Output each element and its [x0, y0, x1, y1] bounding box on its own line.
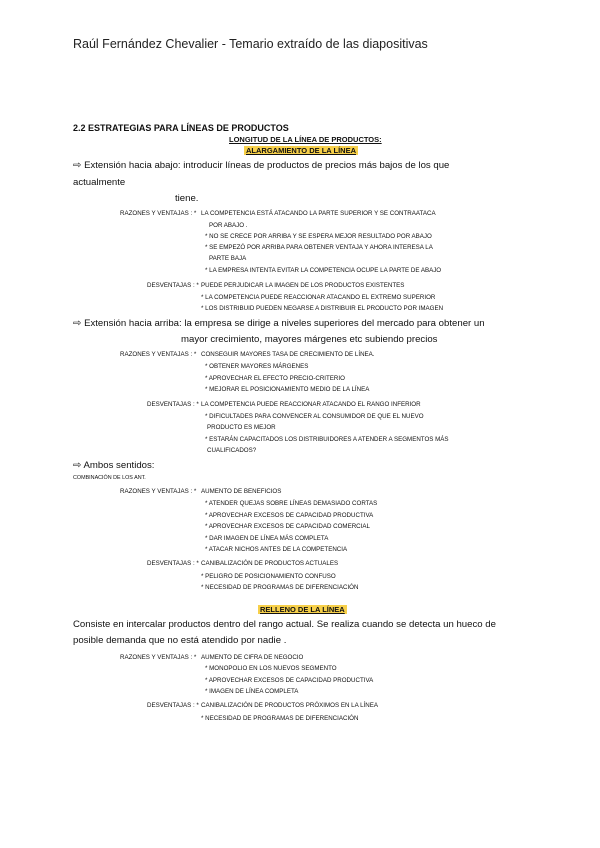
arrow-right-icon: ⇨	[73, 160, 82, 171]
arriba-dv-label: DESVENTAJAS : *	[147, 401, 199, 408]
abajo-dv-label: DESVENTAJAS : *	[147, 282, 199, 289]
list-item: * LA COMPETENCIA PUEDE REACCIONAR ATACANDO EL EXTREMO SUPERIOR	[201, 294, 436, 301]
arriba-rv-label: RAZONES Y VENTAJAS : *	[120, 351, 197, 358]
list-item: * DAR IMAGEN DE LÍNEA MÁS COMPLETA	[205, 535, 329, 542]
list-item: LA COMPETENCIA PUEDE REACCIONAR ATACANDO EL RANGO INFERIOR	[201, 401, 421, 408]
list-item: LA COMPETENCIA ESTÁ ATACANDO LA PARTE SUPERIOR Y SE CONTRAATACA	[201, 210, 436, 217]
ambos-sub: COMBINACIÓN DE LOS ANT.	[73, 475, 146, 481]
list-item: * ATACAR NICHOS ANTES DE LA COMPETENCIA	[205, 546, 348, 553]
list-item: CUALIFICADOS?	[207, 447, 257, 454]
list-item: * DIFICULTADES PARA CONVENCER AL CONSUMIDOR DE QUE EL NUEVO	[205, 413, 424, 420]
list-item: * ATENDER QUEJAS SOBRE LÍNEAS DEMASIADO CORTAS	[205, 500, 378, 507]
longitud-title: LONGITUD DE LA LÍNEA DE PRODUCTOS:	[229, 135, 382, 144]
ambos-heading	[73, 460, 154, 471]
list-item: * LOS DISTRIBUID PUEDEN NEGARSE A DISTRIBUIR EL PRODUCTO POR IMAGEN	[201, 305, 444, 312]
abajo-heading-line-2: actualmente	[73, 177, 126, 188]
relleno-para-line-2: posible demanda que no está atendido por nadie .	[73, 635, 287, 646]
relleno-rv-label: RAZONES Y VENTAJAS : *	[120, 654, 197, 661]
relleno-para-line-1: Consiste en intercalar productos dentro del rango actual. Se realiza cuando se detecta un hueco de	[73, 619, 496, 630]
list-item: * NECESIDAD DE PROGRAMAS DE DIFERENCIACIÓN	[201, 584, 359, 591]
list-item: PRODUCTO ES MEJOR	[207, 424, 276, 431]
list-item: AUMENTO DE CIFRA DE NEGOCIO	[201, 654, 304, 661]
list-item: * NECESIDAD DE PROGRAMAS DE DIFERENCIACIÓN	[201, 715, 359, 722]
list-item: * NO SE CRECE POR ARRIBA Y SE ESPERA MEJOR RESULTADO POR ABAJO	[205, 233, 432, 240]
list-item: * APROVECHAR EXCESOS DE CAPACIDAD COMERCIAL	[205, 523, 370, 530]
ambos-dv-label: DESVENTAJAS : *	[147, 560, 199, 567]
ambos-rv-label: RAZONES Y VENTAJAS : *	[120, 488, 197, 495]
arrow-right-icon: ⇨	[73, 460, 82, 471]
arriba-heading	[73, 318, 485, 329]
list-item: * SE EMPEZÓ POR ARRIBA PARA OBTENER VENTAJA Y AHORA INTERESA LA	[205, 244, 433, 251]
arriba-heading-line-2: mayor crecimiento, mayores márgenes etc subiendo precios	[181, 334, 438, 345]
list-item: PUEDE PERJUDICAR LA IMAGEN DE LOS PRODUCTOS EXISTENTES	[201, 282, 405, 289]
list-item: PARTE BAJA	[209, 255, 247, 262]
list-item: * APROVECHAR EL EFECTO PRECIO-CRITERIO	[205, 375, 345, 382]
list-item: * APROVECHAR EXCESOS DE CAPACIDAD PRODUCTIVA	[205, 677, 374, 684]
list-item: * APROVECHAR EXCESOS DE CAPACIDAD PRODUCTIVA	[205, 512, 374, 519]
list-item: * PELIGRO DE POSICIONAMIENTO CONFUSO	[201, 573, 336, 580]
list-item: CANIBALIZACIÓN DE PRODUCTOS PRÓXIMOS EN LA LÍNEA	[201, 702, 378, 709]
abajo-heading	[73, 160, 449, 171]
list-item: * OBTENER MAYORES MÁRGENES	[205, 363, 309, 370]
relleno-dv-label: DESVENTAJAS : *	[147, 702, 199, 709]
list-item: * ESTARÁN CAPACITADOS LOS DISTRIBUIDORES A ATENDER A SEGMENTOS MÁS	[205, 436, 449, 443]
list-item: * IMAGEN DE LÍNEA COMPLETA	[205, 688, 299, 695]
abajo-heading-line-1: Extensión hacia abajo: introducir líneas de productos de precios más bajos de los que	[84, 160, 450, 171]
arrow-right-icon: ⇨	[73, 318, 82, 329]
list-item: AUMENTO DE BENEFICIOS	[201, 488, 282, 495]
list-item: CANIBALIZACIÓN DE PRODUCTOS ACTUALES	[201, 560, 339, 567]
list-item: * MEJORAR EL POSICIONAMIENTO MEDIO DE LA LÍNEA	[205, 386, 370, 393]
abajo-heading-line-3: tiene.	[175, 193, 199, 204]
alargamiento-title: ALARGAMIENTO DE LA LÍNEA	[246, 146, 356, 155]
arriba-heading-line-1: Extensión hacia arriba: la empresa se dirige a niveles superiores del mercado para obtener un	[84, 318, 485, 329]
list-item: * MONOPOLIO EN LOS NUEVOS SEGMENTO	[205, 665, 337, 672]
abajo-rv-label: RAZONES Y VENTAJAS : *	[120, 210, 197, 217]
section-title: 2.2 ESTRATEGIAS PARA LÍNEAS DE PRODUCTOS	[73, 123, 289, 133]
relleno-title: RELLENO DE LA LÍNEA	[260, 605, 345, 614]
list-item: * LA EMPRESA INTENTA EVITAR LA COMPETENCIA OCUPE LA PARTE DE ABAJO	[205, 267, 442, 274]
list-item: CONSEGUIR MAYORES TASA DE CRECIMIENTO DE LÍNEA.	[201, 351, 375, 358]
page-header: Raúl Fernández Chevalier - Temario extraído de las diapositivas	[73, 37, 428, 51]
list-item: POR ABAJO .	[209, 222, 248, 229]
ambos-heading-text: Ambos sentidos:	[83, 460, 155, 471]
